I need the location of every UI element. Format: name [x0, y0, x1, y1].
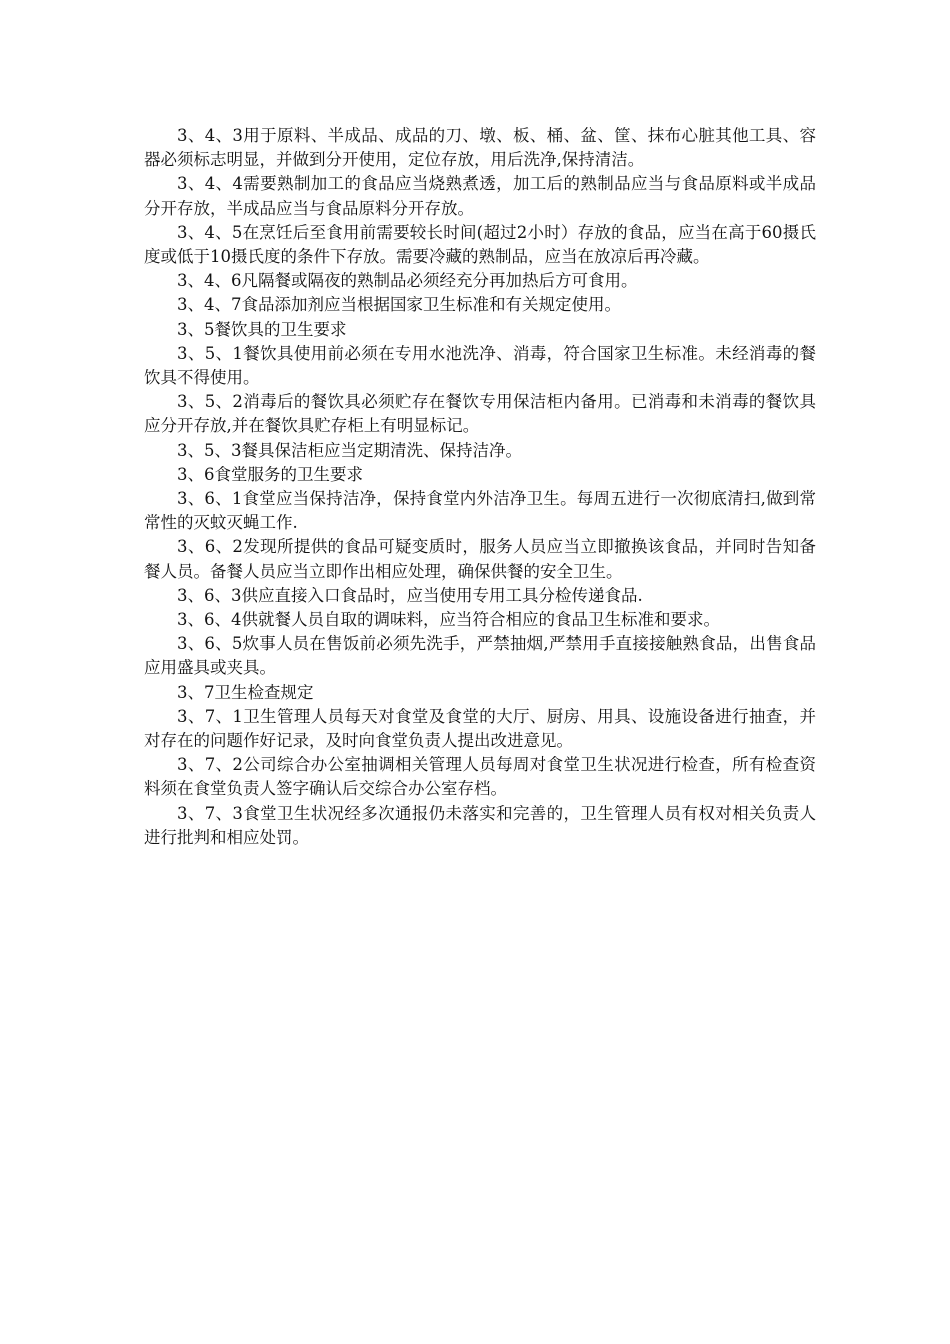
section-heading-3-5: 3、5餐饮具的卫生要求 [177, 319, 347, 339]
paragraph-3-5-1: 3、5、1餐饮具使用前必须在专用水池洗净、消毒，符合国家卫生标准。未经消毒的餐饮具不得使用。 [144, 343, 816, 388]
paragraph-3-4-6: 3、4、6凡隔餐或隔夜的熟制品必须经充分再加热后方可食用。 [177, 271, 638, 291]
paragraph-3-6-4: 3、6、4供就餐人员自取的调味料，应当符合相应的食品卫生标准和要求。 [177, 610, 720, 630]
paragraph-3-4-4: 3、4、4需要熟制加工的食品应当烧熟煮透，加工后的熟制品应当与食品原料或半成品分开存放，半成品应当与食品原料分开存放。 [144, 174, 816, 218]
paragraph-3-5-2: 3、5、2消毒后的餐饮具必须贮存在餐饮专用保洁柜内备用。已消毒和未消毒的餐饮具应分开存放,并在餐饮具贮存柜上有明显标记。 [144, 392, 816, 436]
paragraph-3-4-3: 3、4、3用于原料、半成品、成品的刀、墩、板、桶、盆、筐、抹布心脏其他工具、容器必须标志明显，并做到分开使用，定位存放，用后洗净,保持清洁。 [144, 126, 816, 170]
paragraph-3-6-1: 3、6、1食堂应当保持洁净，保持食堂内外洁净卫生。每周五进行一次彻底清扫,做到常常性的灭蚊灭蝇工作. [144, 489, 816, 533]
paragraph-3-6-3: 3、6、3供应直接入口食品时，应当使用专用工具分检传递食品. [177, 585, 643, 605]
section-heading-3-6: 3、6食堂服务的卫生要求 [177, 464, 363, 484]
paragraph-3-6-2: 3、6、2发现所提供的食品可疑变质时，服务人员应当立即撤换该食品，并同时告知备餐人员。备餐人员应当立即作出相应处理，确保供餐的安全卫生。 [144, 537, 816, 581]
paragraph-3-7-2: 3、7、2公司综合办公室抽调相关管理人员每周对食堂卫生状况进行检查，所有检查资料须在食堂负责人签字确认后交综合办公室存档。 [144, 755, 816, 799]
paragraph-3-4-7: 3、4、7食品添加剂应当根据国家卫生标准和有关规定使用。 [177, 295, 621, 315]
section-heading-3-7: 3、7卫生检查规定 [177, 682, 314, 702]
paragraph-3-4-5: 3、4、5在烹饪后至食用前需要较长时间(超过2小时）存放的食品，应当在高于60摄氏度或低于10摄氏度的条件下存放。需要冷藏的熟制品，应当在放凉后再冷藏。 [144, 222, 816, 267]
paragraph-3-7-3: 3、7、3食堂卫生状况经多次通报仍未落实和完善的，卫生管理人员有权对相关负责人进行批判和相应处罚。 [144, 803, 816, 847]
paragraph-3-7-1: 3、7、1卫生管理人员每天对食堂及食堂的大厅、厨房、用具、设施设备进行抽查，并对存在的问题作好记录，及时向食堂负责人提出改进意见。 [144, 706, 816, 751]
paragraph-3-6-5: 3、6、5炊事人员在售饭前必须先洗手，严禁抽烟,严禁用手直接接触熟食品，出售食品应用盛具或夹具。 [144, 634, 816, 678]
document-body [144, 124, 816, 850]
paragraph-3-5-3: 3、5、3餐具保洁柜应当定期清洗、保持洁净。 [177, 440, 522, 460]
